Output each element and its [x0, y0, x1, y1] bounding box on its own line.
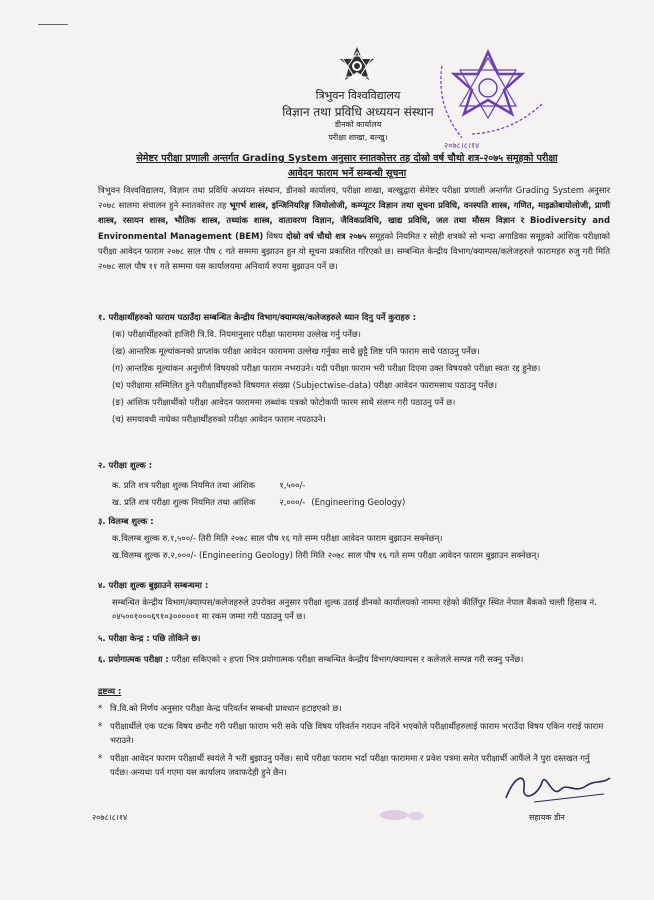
- list-item: (ग) आन्तरिक मूल्यांकन अनुत्तीर्ण विषयको परीक्षा फाराम नभराउने। यदी परीक्षा फाराम भरी परीक्षा दिएमा उक्त विषयको परीक्षा स्वतः रद्द हुनेछ।: [112, 363, 541, 373]
- university-name: त्रिभुवन विश्वविद्यालय: [315, 89, 401, 102]
- list-item: (च) समयावधी नाघेका परीक्षार्थीहरुको परीक्षा आवेदन फाराम नपठाउने।: [112, 414, 326, 424]
- section-1-heading: १. परीक्षार्थीहरुको फाराम पठाउँदा सम्बन्धित केन्द्रीय विभाग/क्याम्पस/कलेजहरुले ध्यान दिनु पर्ने कुराहरु :: [98, 312, 417, 322]
- section-1: [98, 310, 610, 426]
- notes: [98, 684, 610, 779]
- list-item: क.विलम्ब शुल्क रु.१,५००/- तिरी मिति २०७८ साल पौष १६ गते सम्म परीक्षा आवेदन फाराम बुझाउन सक्नेछन्।: [112, 533, 443, 543]
- table-row: क. प्रति शत्र परीक्षा शुल्क नियमित तथा आंशिक १,५००/-: [112, 480, 306, 490]
- section-4: [98, 578, 610, 623]
- intro-paragraph: त्रिभुवन विश्वविद्यालय, विज्ञान तथा प्रविधि अध्ययन संस्थान, डीनको कार्यालय, परीक्षा शाखा, बल्खुद्वारा सेमेष्टर परीक्षा प्रणाली अन्तर्गत Grading System अनुसार २०७८ सालमा संचालन हुने स्नातकोत्तर तह भूगर्भ शास्त्र, इन्जिनियरिङ्ग जियोलोजी, कम्प्यूटर विज्ञान तथा सूचना प्रविधि, वनस्पति शास्त्र, गणित, माइक्रोबायोलोजी, प्राणी शास्त्र, रसायन शास्त्र, भौतिक शास्त्र, तथ्यांक शास्त्र, वातावरण विज्ञान, जैविकप्रविधि, खाद्य प्रविधि, जल तथा मौसम विज्ञान र Biodiversity and Environmental Management (BEM) विषय दोस्रो वर्ष चौथो शत्र २०७५ समूहको नियमित र सोही शत्रको सो भन्दा अगाडिका समूहको आंशिक परीक्षाको परीक्षा आवेदन फाराम २०७८ साल पौष ८ गते सम्ममा बुझाउन हुन यो सूचना प्रकाशित गरिएको छ। सम्बन्धित केन्द्रीय विभाग/क्याम्पस/कलेजहरुले फारामहरु रुजु गरी मिति २०७८ साल पौष ११ गते सम्ममा यस कार्यालयमा अनिवार्य रुपमा बुझाउन पर्ने छ।: [98, 185, 611, 272]
- tu-emblem-icon: [338, 45, 376, 87]
- list-item: * परीक्षार्थीले एक पटक विषय छनौट गरी परीक्षा फाराम भरी सके पछि विषय परिवर्तन गराउन नदिने भएकोले परीक्षार्थीहरुलाई फाराम भराउँदा विषय एकिन गराई फाराम भराउने।: [98, 721, 604, 745]
- section-3-heading: ३. विलम्ब शुल्क :: [98, 516, 154, 526]
- section-2-heading: २. परीक्षा शुल्क :: [98, 460, 153, 470]
- margin-mark: [38, 24, 68, 25]
- list-item: * त्रि.वि.को निर्णय अनुसार परीक्षा केन्द्र परिवर्तन सम्बन्धी प्रावधान हटाइएको छ।: [98, 703, 342, 713]
- section-6-text: परीक्षा सकिएको २ हप्ता भित्र प्रयोगात्मक परीक्षा सम्बन्धित केन्द्रीय विभाग/क्याम्पस र कलेजले सम्पन्न गरी सक्नु पर्नेछ।: [171, 654, 524, 664]
- semester-label: दोस्रो वर्ष चौथो शत्र २०७५: [286, 230, 367, 241]
- section-4-text: सम्बन्धित केन्द्रीय विभाग/क्याम्पस/कलेजहरुले उपरोक्त अनुसार परीक्षा शुल्क उठाई डीनको कार्यालयको नाममा रहेको कीर्तिपुर स्थित नेपाल बैंकको चल्ती हिसाब नं. ०४५००१०००६९१०३०००००१ मा रकम जम्मा गरी पठाउनु पर्ने छ।: [112, 597, 597, 621]
- svg-text:२०७८।८।१४: २०७८।८।१४: [444, 141, 480, 150]
- notice-title-line1: सेमेष्टर परीक्षा प्रणाली अन्तर्गत Grading System अनुसार स्नातकोत्तर तह दोस्रो वर्ष चौथो शत्र-२०७५ समूहको परीक्षा: [136, 153, 558, 164]
- section-6: [98, 652, 610, 666]
- institute-name: विज्ञान तथा प्रविधि अध्ययन संस्थान: [282, 105, 434, 119]
- list-item: ख.विलम्ब शुल्क रु.२,०००/- (Engineering Geology) तिरी मिति २०७८ साल पौष १६ गते सम्म परीक्षा आवेदन फाराम बुझाउन सक्नेछन्।: [112, 550, 540, 560]
- section-2: [98, 458, 610, 512]
- branch-name: परीक्षा शाखा, बल्खु।: [328, 133, 388, 142]
- section-4-heading: ४. परीक्षा शुल्क बुझाउने सम्बन्धमा :: [98, 580, 209, 590]
- list-item: (ङ) आंशिक परीक्षार्थीको परीक्षा आवेदन फाराममा लब्धांक पत्रको फोटोकपी फारम साथै संलग्न गरी पठाउनु पर्ने छ।: [112, 397, 456, 407]
- office-name: डीनको कार्यालय: [334, 120, 382, 129]
- notice-title-line2: आवेदन फाराम भर्ने सम्बन्धी सूचना: [287, 168, 407, 179]
- issue-date: २०७८।८।१४: [92, 813, 128, 822]
- signatory-title: सहायक डीन: [529, 813, 565, 822]
- list-item: * परीक्षा आवेदन फाराम परीक्षार्थी स्वयंले नै भरी बुझाउनु पर्नेछ। साथै परीक्षा फाराम भर्दा परीक्षा फाराममा र प्रवेश पत्रमा समेत परीक्षार्थी आफैंले नै पुरा दस्तखत गर्नु पर्दछ। अन्यथा पर्न गएमा यस कार्यालय जवाफदेही हुने छैन।: [98, 753, 590, 777]
- list-item: (क) परीक्षार्थीहरुको हाजिरी त्रि.वि. नियमानुसार परीक्षा फाराममा उल्लेख गर्नु पर्नेछ।: [112, 329, 361, 339]
- subject-list: भूगर्भ शास्त्र, इन्जिनियरिङ्ग जियोलोजी, कम्प्यूटर विज्ञान तथा सूचना प्रविधि, वनस्पति शास्त्र, गणित, माइक्रोबायोलोजी, प्राणी शास्त्र, रसायन शास्त्र, भौतिक शास्त्र, तथ्यांक शास्त्र, वातावरण विज्ञान, जैविकप्रविधि, खाद्य प्रविधि, जल तथा मौसम विज्ञान र Biodiversity and Environmental Management (BEM): [98, 200, 610, 241]
- table-row: ख. प्रति शत्र परीक्षा शुल्क नियमित तथा आंशिक २,०००/- (Engineering Geology): [112, 497, 406, 507]
- section-3: [98, 514, 610, 562]
- section-6-heading: ६. प्रयोगात्मक परीक्षा :: [98, 654, 169, 664]
- fee-table: [112, 478, 411, 512]
- signature: [494, 768, 614, 808]
- ink-smudge: [374, 806, 434, 824]
- section-5-heading: ५. परीक्षा केन्द्र : पछि तोकिने छ।: [98, 633, 201, 643]
- list-item: (ख) आन्तरिक मूल्यांकनको प्राप्तांक परीक्षा आवेदन फाराममा उल्लेख गर्नुका साथै छुट्टै लिष्ट पनि फाराम साथै पठाउनु पर्नेछ।: [112, 346, 480, 356]
- list-item: (घ) परीक्षामा सम्मिलित हुने परीक्षार्थीहरुको विषयगत संख्या (Subjectwise-data) परीक्षा आवेदन फारामसाथ पठाउनु पर्नेछ।: [112, 380, 498, 390]
- notes-heading: द्रष्टव्य :: [98, 686, 122, 696]
